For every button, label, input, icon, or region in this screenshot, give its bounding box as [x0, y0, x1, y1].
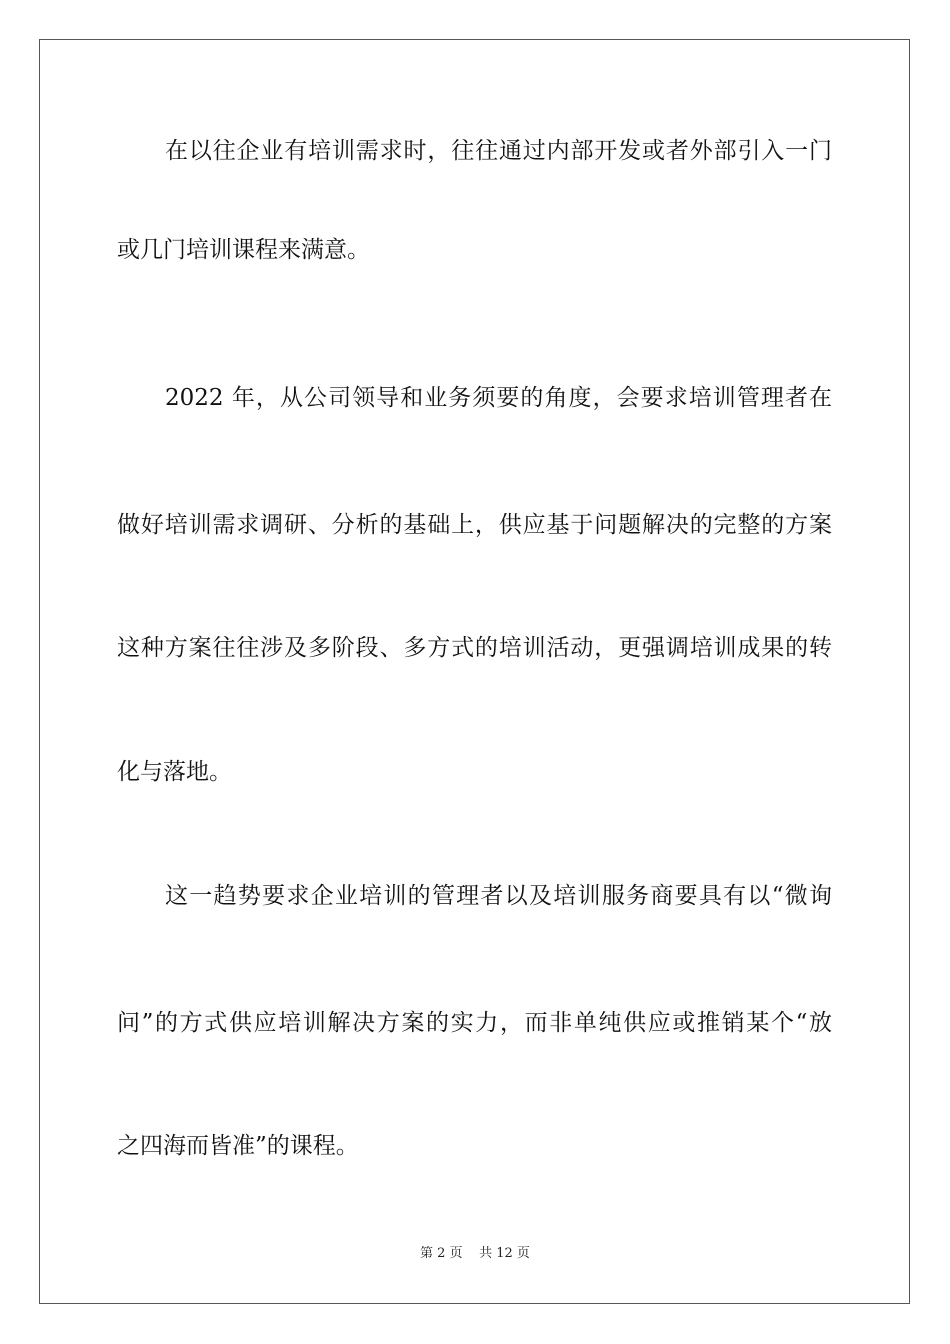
paragraph-1-line-2: 或几门培训课程来满意。 — [117, 237, 370, 263]
paragraph-1-line-1: 在以往企业有培训需求时，往往通过内部开发或者外部引入一门 — [165, 138, 832, 164]
paragraph-2-line-2: 做好培训需求调研、分析的基础上，供应基于问题解决的完整的方案 — [117, 512, 832, 538]
total-pages: 共 12 页 — [479, 1246, 530, 1261]
paragraph-2-line-3: 这种方案往往涉及多阶段、多方式的培训活动，更强调培训成果的转 — [117, 635, 832, 661]
paragraph-3-line-3: 之四海而皆准”的课程。 — [117, 1133, 359, 1159]
page-number: 第 2 页 — [420, 1246, 463, 1261]
page-border — [39, 39, 910, 1304]
paragraph-3-line-1: 这一趋势要求企业培训的管理者以及培训服务商要具有以“微询 — [165, 883, 832, 909]
paragraph-3-line-2: 问”的方式供应培训解决方案的实力，而非单纯供应或推销某个“放 — [117, 1010, 832, 1036]
paragraph-2-line-1: 2022 年，从公司领导和业务须要的角度，会要求培训管理者在 — [165, 385, 832, 411]
page-footer — [0, 1245, 950, 1263]
paragraph-2-line-4: 化与落地。 — [117, 759, 232, 785]
